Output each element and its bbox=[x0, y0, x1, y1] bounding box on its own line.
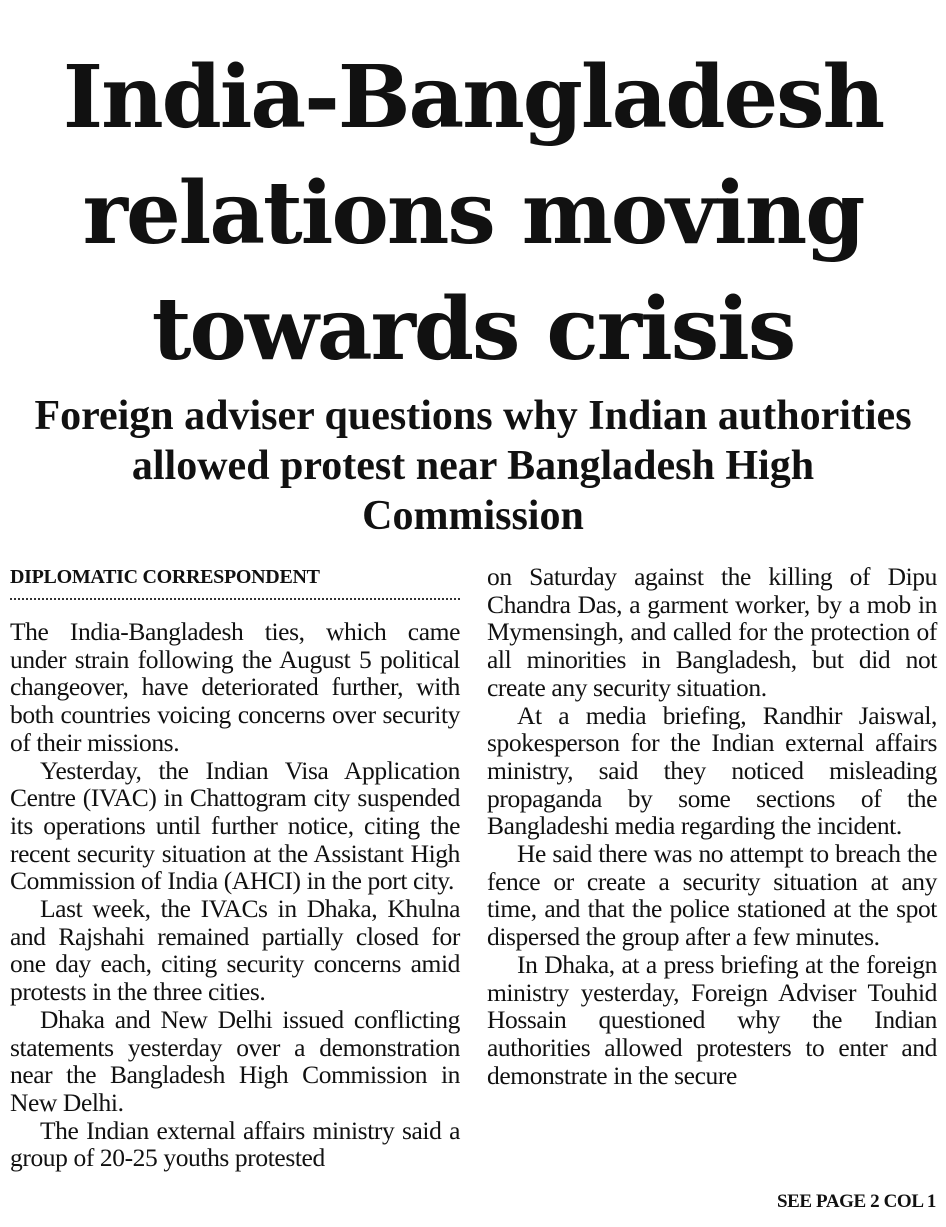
article-column-right bbox=[487, 563, 937, 1089]
article-column-left bbox=[10, 618, 460, 1172]
headline bbox=[0, 40, 946, 388]
paragraph: Dhaka and New Delhi issued conflicting statements yesterday over a demonstration near the Bangladesh High Commission in New Delhi. bbox=[10, 1004, 460, 1117]
byline: DIPLOMATIC CORRESPONDENT bbox=[10, 566, 320, 588]
headline-line-3: towards crisis bbox=[151, 279, 795, 380]
paragraph: Yesterday, the Indian Visa Application Centre (IVAC) in Chattogram city suspended its operations until further notice, citing the recent security situation at the Assistant High Commission of India (AHCI) in the port city. bbox=[10, 755, 460, 896]
deck-subheadline: Foreign adviser questions why Indian authorities allowed protest near Bangladesh High Commission bbox=[34, 393, 912, 539]
byline-divider bbox=[10, 598, 460, 600]
paragraph: In Dhaka, at a press briefing at the foreign ministry yesterday, Foreign Adviser Touhid Hossain questioned why the Indian authorities allowed protesters to enter and demonstrate in the secure bbox=[487, 949, 937, 1090]
headline-line-2: relations moving bbox=[82, 163, 864, 264]
paragraph: The India-Bangladesh ties, which came under strain following the August 5 political changeover, have deteriorated further, with both countries voicing concerns over security of their missions. bbox=[10, 617, 460, 757]
paragraph: Last week, the IVACs in Dhaka, Khulna and Rajshahi remained partially closed for one day each, citing security concerns amid protests in the three cities. bbox=[10, 894, 460, 1007]
paragraph: on Saturday against the killing of Dipu Chandra Das, a garment worker, by a mob in Mymensingh, and called for the protection of all minorities in Bangladesh, but did not create any security situation. bbox=[487, 562, 937, 702]
paragraph: He said there was no attempt to breach the fence or create a security situation at any time, and that the police stationed at the spot dispersed the group after a few minutes. bbox=[487, 839, 937, 952]
headline-line-1: India-Bangladesh bbox=[62, 47, 884, 148]
paragraph: The Indian external affairs ministry said a group of 20-25 youths protested bbox=[10, 1115, 460, 1173]
continuation-jump-line: SEE PAGE 2 COL 1 bbox=[776, 1191, 936, 1212]
paragraph: At a media briefing, Randhir Jaiswal, spokesperson for the Indian external affairs ministry, said they noticed misleading propaganda by some sections of the Bangladeshi media regarding the incident. bbox=[487, 700, 937, 841]
